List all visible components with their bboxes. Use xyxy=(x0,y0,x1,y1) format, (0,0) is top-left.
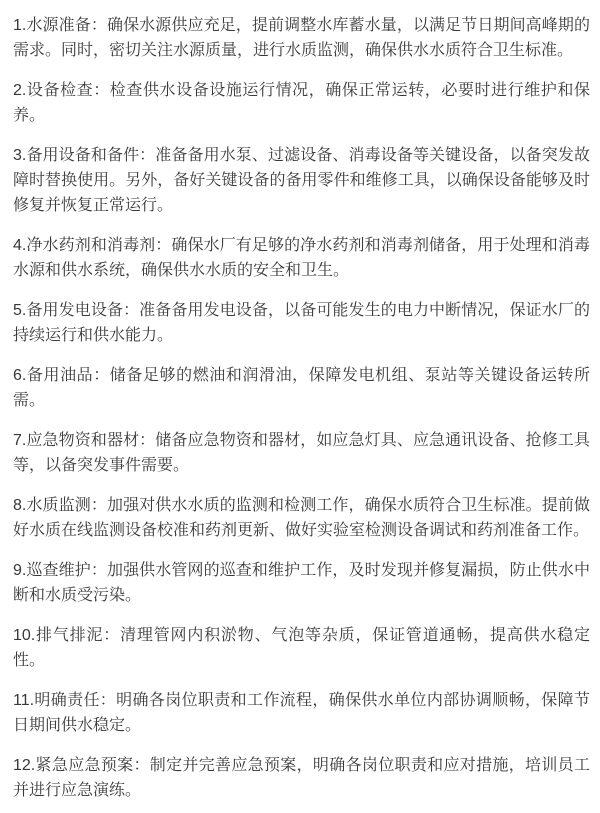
list-item-2: 2.设备检查：检查供水设备设施运行情况，确保正常运转，必要时进行维护和保养。 xyxy=(13,82,590,124)
list-item-3: 3.备用设备和备件：准备备用水泵、过滤设备、消毒设备等关键设备，以备突发故障时替换使用。另外，备好关键设备的备用零件和维修工具，以确保设备能够及时修复并恢复正常运行。 xyxy=(13,147,590,214)
list-item-4: 4.净水药剂和消毒剂：确保水厂有足够的净水药剂和消毒剂储备，用于处理和消毒水源和供水系统，确保供水水质的安全和卫生。 xyxy=(13,237,590,279)
list-item-11: 11.明确责任：明确各岗位职责和工作流程，确保供水单位内部协调顺畅，保障节日期间供水稳定。 xyxy=(13,692,590,734)
list-item-6: 6.备用油品：储备足够的燃油和润滑油，保障发电机组、泵站等关键设备运转所需。 xyxy=(13,367,590,409)
list-item-8: 8.水质监测：加强对供水水质的监测和检测工作，确保水质符合卫生标准。提前做好水质在线监测设备校准和药剂更新、做好实验室检测设备调试和药剂准备工作。 xyxy=(13,497,590,539)
list-item-1: 1.水源准备：确保水源供应充足，提前调整水库蓄水量，以满足节日期间高峰期的需求。同时，密切关注水源质量，进行水质监测，确保供水水质符合卫生标准。 xyxy=(13,17,590,59)
list-item-7: 7.应急物资和器材：储备应急物资和器材，如应急灯具、应急通讯设备、抢修工具等，以备突发事件需要。 xyxy=(13,432,590,474)
list-item-9: 9.巡查维护：加强供水管网的巡查和维护工作，及时发现并修复漏损，防止供水中断和水质受污染。 xyxy=(13,562,590,604)
list-item-5: 5.备用发电设备：准备备用发电设备，以备可能发生的电力中断情况，保证水厂的持续运行和供水能力。 xyxy=(13,302,590,344)
list-item-12: 12.紧急应急预案：制定并完善应急预案，明确各岗位职责和应对措施，培训员工并进行应急演练。 xyxy=(13,757,590,799)
list-item-10: 10.排气排泥：清理管网内积淤物、气泡等杂质，保证管道通畅，提高供水稳定性。 xyxy=(13,627,590,669)
